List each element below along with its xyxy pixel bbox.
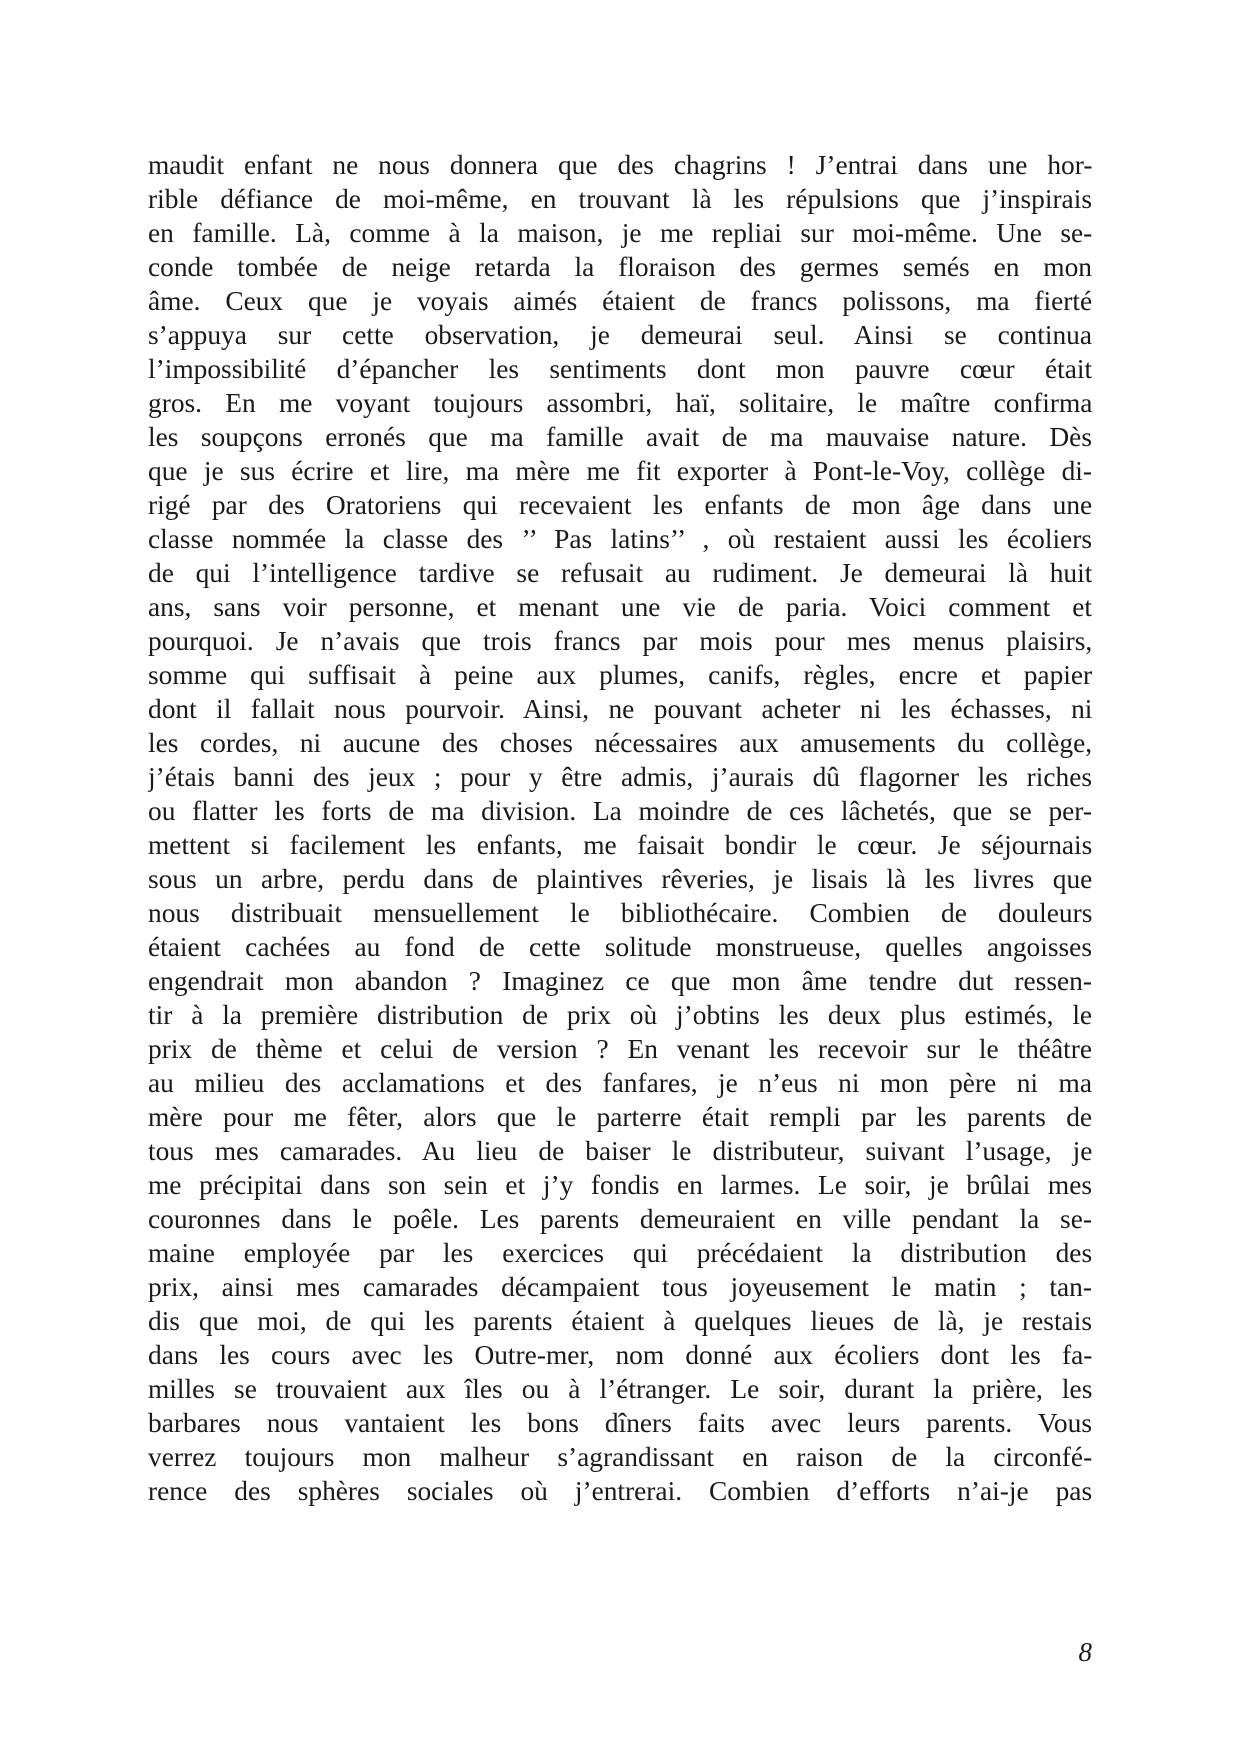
text-line: rible défiance de moi-même, en trouvant là les répulsions que j’inspirais [148, 184, 1092, 214]
text-line: dont il fallait nous pourvoir. Ainsi, ne pouvant acheter ni les échasses, ni [148, 694, 1092, 724]
text-line: pourquoi. Je n’avais que trois francs par mois pour mes menus plaisirs, [148, 626, 1092, 656]
text-line: tous mes camarades. Au lieu de baiser le distributeur, suivant l’usage, je [148, 1136, 1092, 1166]
text-line: étaient cachées au fond de cette solitude monstrueuse, quelles angoisses [148, 932, 1092, 962]
text-line: somme qui suffisait à peine aux plumes, canifs, règles, encre et papier [148, 660, 1092, 690]
text-line: de qui l’intelligence tardive se refusait au rudiment. Je demeurai là huit [148, 558, 1092, 588]
text-line: s’appuya sur cette observation, je demeurai seul. Ainsi se continua [148, 320, 1092, 350]
text-line: rigé par des Oratoriens qui recevaient les enfants de mon âge dans une [148, 490, 1092, 520]
page-number: 8 [1078, 1637, 1092, 1667]
text-line: me précipitai dans son sein et j’y fondis en larmes. Le soir, je brûlai mes [148, 1170, 1092, 1200]
text-line: âme. Ceux que je voyais aimés étaient de francs polissons, ma fierté [148, 286, 1092, 316]
text-line: verrez toujours mon malheur s’agrandissant en raison de la circonfé- [148, 1442, 1092, 1472]
text-line: maine employée par les exercices qui précédaient la distribution des [148, 1238, 1092, 1268]
text-line: mettent si facilement les enfants, me faisait bondir le cœur. Je séjournais [148, 830, 1092, 860]
text-line: rence des sphères sociales où j’entrerai. Combien d’efforts n’ai-je pas [148, 1476, 1092, 1506]
text-line: mère pour me fêter, alors que le parterre était rempli par les parents de [148, 1102, 1092, 1132]
text-line: prix, ainsi mes camarades décampaient tous joyeusement le matin ; tan- [148, 1272, 1092, 1302]
text-line: l’impossibilité d’épancher les sentiments dont mon pauvre cœur était [148, 354, 1092, 384]
text-line: sous un arbre, perdu dans de plaintives rêveries, je lisais là les livres que [148, 864, 1092, 894]
text-line: les cordes, ni aucune des choses nécessaires aux amusements du collège, [148, 728, 1092, 758]
text-line: au milieu des acclamations et des fanfares, je n’eus ni mon père ni ma [148, 1068, 1092, 1098]
text-line: j’étais banni des jeux ; pour y être admis, j’aurais dû flagorner les riches [148, 762, 1092, 792]
text-line: dans les cours avec les Outre-mer, nom donné aux écoliers dont les fa- [148, 1340, 1092, 1370]
text-line: maudit enfant ne nous donnera que des chagrins ! J’entrai dans une hor- [148, 150, 1092, 180]
text-line: couronnes dans le poêle. Les parents demeuraient en ville pendant la se- [148, 1204, 1092, 1234]
text-line: que je sus écrire et lire, ma mère me fit exporter à Pont-le-Voy, collège di- [148, 456, 1092, 486]
text-line: barbares nous vantaient les bons dîners faits avec leurs parents. Vous [148, 1408, 1092, 1438]
text-line: engendrait mon abandon ? Imaginez ce que mon âme tendre dut ressen- [148, 966, 1092, 996]
text-line: milles se trouvaient aux îles ou à l’étranger. Le soir, durant la prière, les [148, 1374, 1092, 1404]
text-line: prix de thème et celui de version ? En venant les recevoir sur le théâtre [148, 1034, 1092, 1064]
text-line: conde tombée de neige retarda la floraison des germes semés en mon [148, 252, 1092, 282]
text-line: tir à la première distribution de prix où j’obtins les deux plus estimés, le [148, 1000, 1092, 1030]
text-line: les soupçons erronés que ma famille avait de ma mauvaise nature. Dès [148, 422, 1092, 452]
text-line: nous distribuait mensuellement le bibliothécaire. Combien de douleurs [148, 898, 1092, 928]
text-line: en famille. Là, comme à la maison, je me repliai sur moi-même. Une se- [148, 218, 1092, 248]
body-text [148, 148, 1092, 1508]
text-line: ou flatter les forts de ma division. La moindre de ces lâchetés, que se per- [148, 796, 1092, 826]
text-line: gros. En me voyant toujours assombri, haï, solitaire, le maître confirma [148, 388, 1092, 418]
text-line: classe nommée la classe des ’’ Pas latins’’ , où restaient aussi les écoliers [148, 524, 1092, 554]
text-line: dis que moi, de qui les parents étaient à quelques lieues de là, je restais [148, 1306, 1092, 1336]
text-line: ans, sans voir personne, et menant une vie de paria. Voici comment et [148, 592, 1092, 622]
